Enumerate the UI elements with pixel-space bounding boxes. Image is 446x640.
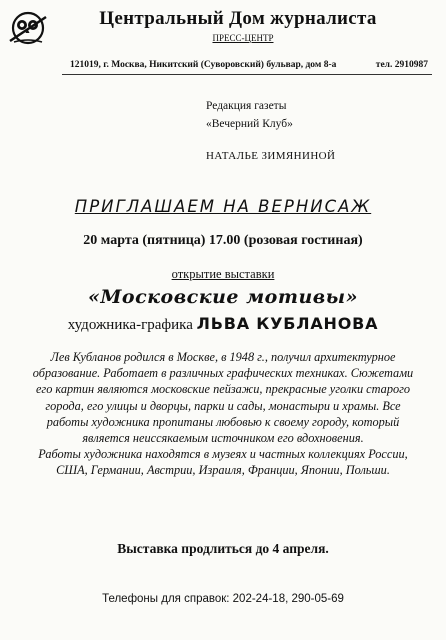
exhibition-title: «Московские мотивы» [88,286,358,308]
recipient-line-1: Редакция газеты [206,100,287,112]
artist-prefix: художника-графика [67,317,193,333]
opening-label: открытие выставки [171,267,275,281]
event-datetime: 20 марта (пятница) 17.00 (розовая гостиная) [83,233,363,248]
department-label: ПРЕСС-ЦЕНТР [212,33,274,43]
org-phone: тел. 2910987 [375,60,428,70]
contact-phones: Телефоны для справок: 202-24-18, 290-05-69 [102,593,344,605]
closing-date: Выставка продлиться до 4 апреля. [117,541,329,556]
recipient-line-2: «Вечерний Клуб» [206,118,293,130]
org-address: 121019, г. Москва, Никитский (Суворовский) бульвар, дом 8-а [70,60,337,70]
recipient-person: НАТАЛЬЕ ЗИМЯНИНОЙ [206,150,336,162]
description [28,349,418,479]
description-paragraph-2: Работы художника находятся в музеях и частных коллекциях России, США, Германии, Австрии, Израиля, Франции, Японии, Польши. [38,447,408,478]
invitation-headline: ПРИГЛАШАЕМ НА ВЕРНИСАЖ [74,197,372,216]
artist-line [0,314,446,334]
header-divider [62,74,432,75]
org-name: Центральный Дом журналиста [99,8,377,29]
description-paragraph-1: Лев Кубланов родился в Москве, в 1948 г., получил архитектурное образование. Работает в различных графических техниках. Сюжетами его картин являются московские пейзажи, прекрасные уголки старого города, его улицы и дворцы, парки и сады, монастыри и храмы. Все работы художника пропитаны любовью к своему городу, который является неиссякаемым источником его вдохновения. [32,350,414,446]
artist-name: ЛЬВА КУБЛАНОВА [196,314,379,333]
